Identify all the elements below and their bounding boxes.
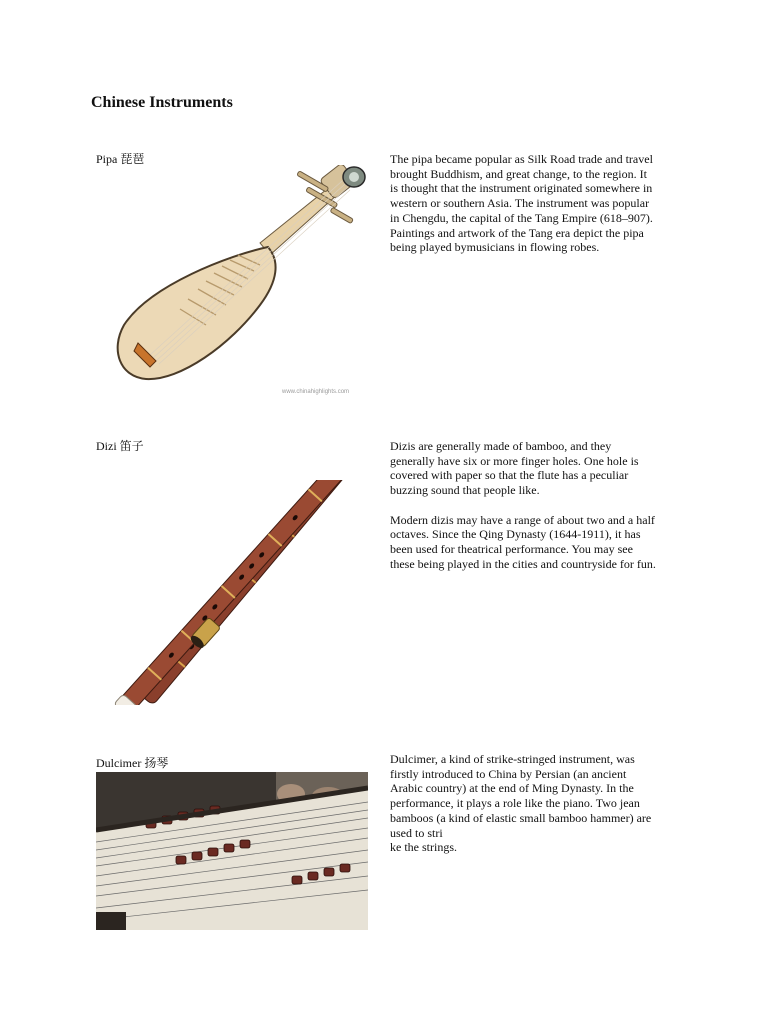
- dulcimer-illustration: [96, 772, 368, 930]
- instrument-label-dulcimer: Dulcimer 扬琴: [96, 756, 169, 770]
- description-paragraph: Modern dizis may have a range of about two and a half octaves. Since the Qing Dynasty (1644-1911), it has been used for theatrical performance. You may see these being played in the cities and countryside for fun.: [390, 512, 656, 571]
- description-paragraph: Dulcimer, a kind of strike-stringed instrument, was firstly introduced to China by Persian (an ancient Arabic country) at the end of Ming Dynasty. In the performance, it plays a role like the piano. Two jean bamboos (a kind of elastic small bamboo hammer) are used to stri ke the strings.: [390, 752, 652, 855]
- instrument-label-pipa: Pipa 琵琶: [96, 152, 145, 166]
- dulcimer-image: [96, 772, 368, 930]
- pipa-illustration: [110, 165, 370, 400]
- pipa-watermark: www.chinahighlights.com: [282, 389, 350, 395]
- dizi-illustration: [96, 480, 366, 705]
- description-paragraph: Dizis are generally made of bamboo, and they generally have six or more finger holes. One hole is covered with paper so that the flute has a peculiar buzzing sound that people like.: [390, 439, 639, 498]
- instrument-description-dizi: [390, 439, 680, 571]
- instrument-description-dulcimer: [390, 752, 680, 855]
- pipa-image: [110, 165, 370, 400]
- instrument-description-pipa: [390, 152, 680, 255]
- instrument-label-dizi: Dizi 笛子: [96, 439, 144, 453]
- description-paragraph: The pipa became popular as Silk Road trade and travel brought Buddhism, and great change, to the region. It is thought that the instrument originated somewhere in western or southern Asia. The instrument was popular in Chengdu, the capital of the Tang Empire (618–907). Paintings and artwork of the Tang era depict the pipa being played bymusicians in flowing robes.: [390, 152, 653, 255]
- dizi-image: [96, 480, 366, 705]
- page-title: Chinese Instruments: [91, 94, 233, 111]
